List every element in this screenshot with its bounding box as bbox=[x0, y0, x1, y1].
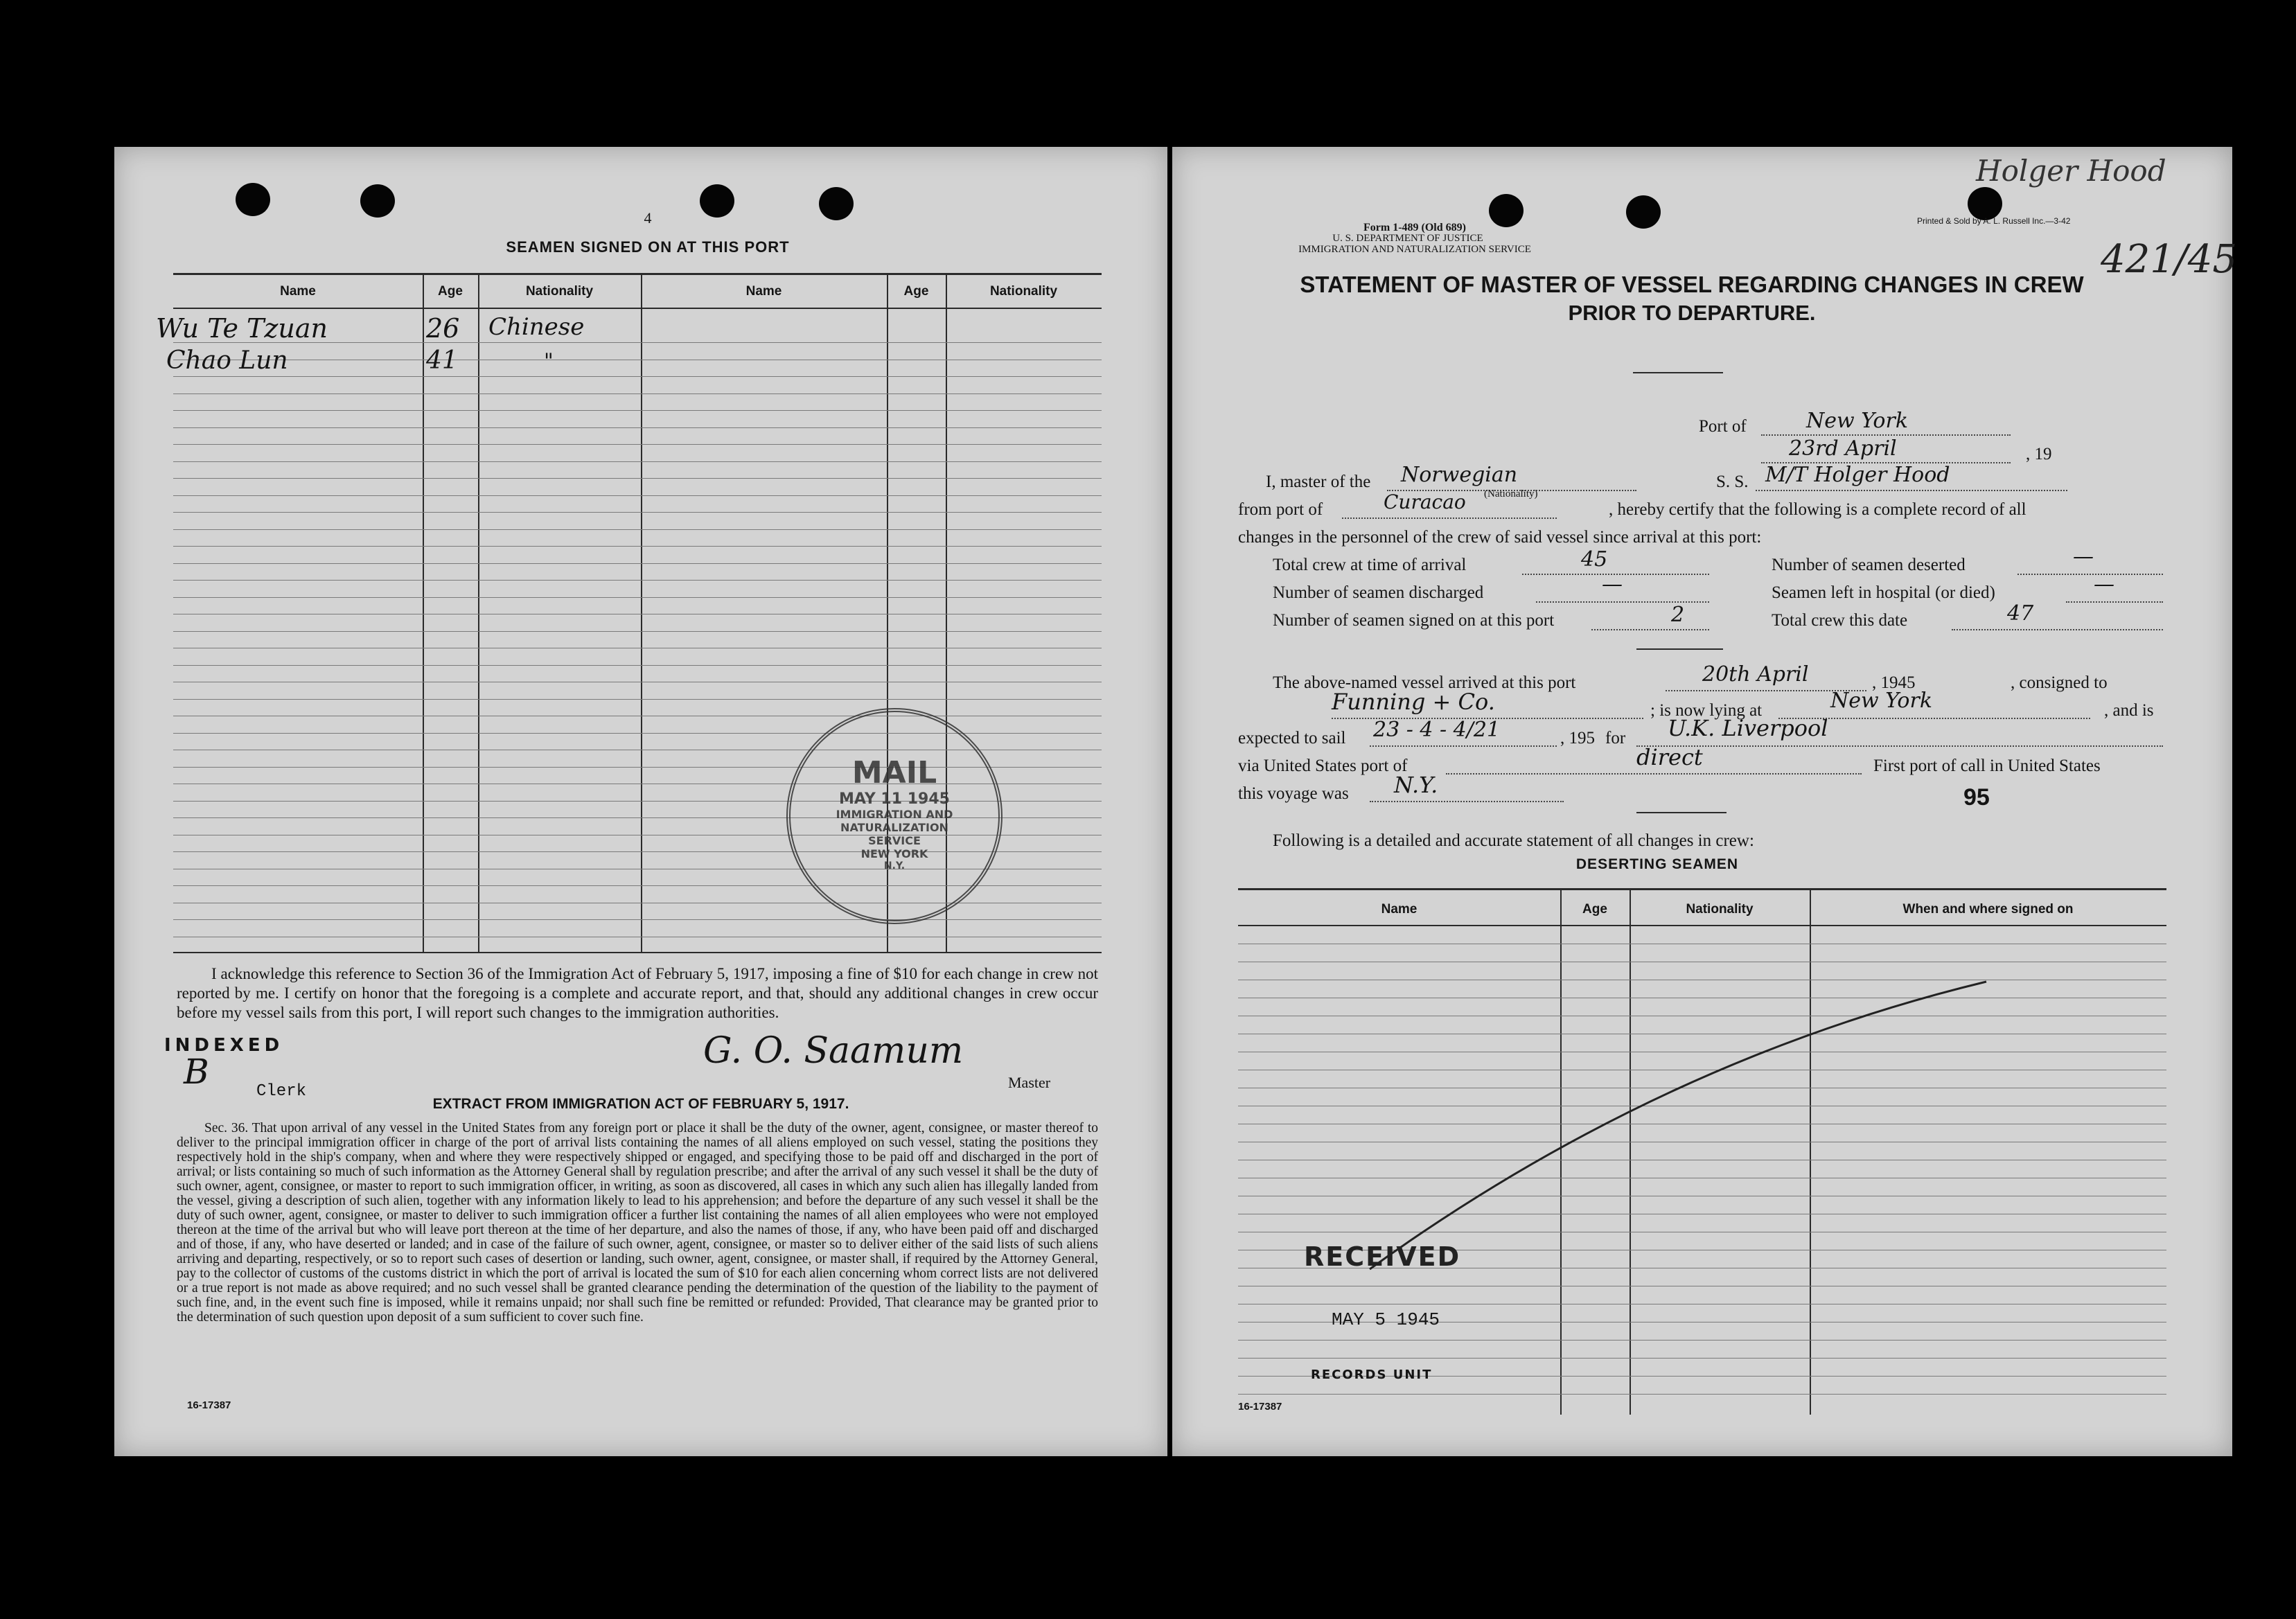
table-row bbox=[173, 529, 1102, 530]
stat-hospital-label: Seamen left in hospital (or died) bbox=[1772, 583, 1995, 602]
stat-total-crew-arrival-label: Total crew at time of arrival bbox=[1273, 556, 1467, 574]
clerk-initial: B bbox=[184, 1052, 209, 1092]
received-stamp: RECEIVED bbox=[1304, 1241, 1461, 1272]
stat-signed-on-value: 2 bbox=[1671, 603, 1685, 627]
master-label: Master bbox=[1008, 1074, 1051, 1091]
acknowledgement-paragraph: I acknowledge this reference to Section 36 of the Immigration Act of February 5, 1917, imposing a fine of $10 for each change in crew not reported by me. I certify on honor that the foregoing is a complete and accurate report, and that, should any additional changes in crew occur before my vessel sails from this port, I will report such changes to the immigration authorities. bbox=[177, 965, 1098, 1021]
col-header-when-where: When and where signed on bbox=[1902, 902, 2074, 917]
table-row bbox=[173, 393, 1102, 394]
stat-deserted-label: Number of seamen deserted bbox=[1772, 556, 1966, 574]
table-row bbox=[173, 563, 1102, 564]
arrived-year: , 1945 bbox=[1872, 673, 1916, 692]
col-header-nationality-2: Nationality bbox=[989, 284, 1058, 299]
col-header-age: Age bbox=[438, 284, 463, 299]
expected-year: , 195 bbox=[1560, 729, 1595, 747]
for-label: for bbox=[1605, 729, 1626, 747]
extract-title: EXTRACT FROM IMMIGRATION ACT OF FEBRUARY 5, 1917. bbox=[432, 1096, 849, 1112]
col-header-nationality: Nationality bbox=[525, 284, 594, 299]
nationality-value: Norwegian bbox=[1401, 463, 1518, 487]
page-number: 4 bbox=[644, 209, 652, 227]
form-code: 16-17387 bbox=[187, 1399, 231, 1411]
consigned-label: , consigned to bbox=[2011, 673, 2108, 692]
table-row bbox=[173, 665, 1102, 666]
form-code: 16-17387 bbox=[1238, 1401, 1282, 1413]
voyage-value: N.Y. bbox=[1394, 772, 1438, 798]
and-is-label: , and is bbox=[2104, 701, 2154, 720]
stat-total-crew-date-label: Total crew this date bbox=[1772, 611, 1908, 630]
master-of-label: I, master of the bbox=[1266, 472, 1371, 491]
service: IMMIGRATION AND NATURALIZATION SERVICE bbox=[1298, 244, 1531, 255]
mail-received-stamp: MAIL MAY 11 1945 IMMIGRATION AND NATURALIZATION SERVICE NEW YORK N.Y. bbox=[786, 708, 1003, 924]
from-port-label: from port of bbox=[1238, 500, 1323, 519]
first-call-label: First port of call in United States bbox=[1873, 757, 2101, 775]
master-signature: G. O. Saamum bbox=[703, 1030, 964, 1072]
nationality-caption: (Nationality) bbox=[1484, 488, 1538, 499]
stat-total-crew-arrival-value: 45 bbox=[1581, 547, 1608, 572]
date-value: 23rd April bbox=[1789, 436, 1897, 461]
table-row bbox=[173, 699, 1102, 700]
expected-value: 23 - 4 - 4/21 bbox=[1373, 718, 1501, 742]
expected-label: expected to sail bbox=[1238, 729, 1346, 747]
printer-credit: Printed & Sold by A. L. Russell Inc.—3-42 bbox=[1917, 216, 2071, 226]
col-header-name-2: Name bbox=[745, 284, 782, 299]
table-row bbox=[173, 580, 1102, 581]
table-row bbox=[173, 376, 1102, 377]
col-header-age: Age bbox=[1582, 902, 1607, 917]
port-label: Port of bbox=[1699, 417, 1747, 436]
certify-text: , hereby certify that the following is a complete record of all bbox=[1609, 500, 2026, 519]
punch-hole bbox=[360, 184, 395, 218]
table-row-2-name: Chao Lun bbox=[166, 346, 288, 375]
table-row bbox=[173, 631, 1102, 632]
stat-signed-on-label: Number of seamen signed on at this port bbox=[1273, 611, 1555, 630]
table-row-1-name: Wu Te Tzuan bbox=[156, 313, 328, 344]
table-row bbox=[173, 427, 1102, 428]
table-row-2-age: 41 bbox=[426, 346, 458, 375]
deserting-title: DESERTING SEAMEN bbox=[1575, 856, 1739, 872]
table-row bbox=[173, 478, 1102, 479]
table-row bbox=[173, 546, 1102, 547]
table-title: SEAMEN SIGNED ON AT THIS PORT bbox=[506, 238, 790, 256]
table-row bbox=[173, 597, 1102, 598]
ss-value: M/T Holger Hood bbox=[1765, 463, 1950, 487]
port-value: New York bbox=[1806, 409, 1908, 433]
for-value: U.K. Liverpool bbox=[1668, 715, 1828, 741]
arrived-label: The above-named vessel arrived at this port bbox=[1273, 673, 1576, 692]
lying-label: ; is now lying at bbox=[1650, 701, 1763, 720]
table-row-1-age: 26 bbox=[426, 313, 460, 344]
stat-discharged-value: — bbox=[1602, 572, 1623, 596]
col-header-age-2: Age bbox=[903, 284, 929, 299]
table-row bbox=[173, 410, 1102, 411]
handwritten-ship-name: Holger Hood bbox=[1976, 154, 2166, 188]
arrived-value: 20th April bbox=[1702, 662, 1809, 687]
following-text: Following is a detailed and accurate statement of all changes in crew: bbox=[1273, 831, 1754, 850]
indexed-stamp: INDEXED bbox=[164, 1035, 284, 1056]
punch-hole bbox=[236, 183, 270, 216]
table-row bbox=[173, 512, 1102, 513]
table-row bbox=[173, 919, 1102, 920]
table-row bbox=[173, 495, 1102, 496]
col-header-name: Name bbox=[1381, 902, 1418, 917]
form-number: Form 1-489 (Old 689) bbox=[1363, 222, 1466, 233]
from-port-value: Curacao bbox=[1384, 490, 1466, 513]
stat-deserted-value: — bbox=[2073, 545, 2094, 569]
form-title: STATEMENT OF MASTER OF VESSEL REGARDING CHANGES IN CREW bbox=[1300, 272, 2084, 297]
table-row bbox=[173, 444, 1102, 445]
certify-text-2: changes in the personnel of the crew of said vessel since arrival at this port: bbox=[1238, 528, 1762, 547]
handwritten-reference: 421/45 bbox=[2101, 237, 2238, 282]
stat-total-crew-date-value: 47 bbox=[2007, 601, 2034, 626]
via-value: direct bbox=[1636, 744, 1703, 770]
stat-hospital-value: — bbox=[2094, 572, 2114, 596]
table-row-1-nationality: Chinese bbox=[488, 313, 585, 341]
col-header-nationality: Nationality bbox=[1686, 902, 1754, 917]
table-row-2-nationality: " bbox=[544, 349, 554, 373]
table-row bbox=[173, 461, 1102, 462]
consignee-value: Funning + Co. bbox=[1332, 689, 1495, 715]
department: U. S. DEPARTMENT OF JUSTICE bbox=[1332, 233, 1483, 244]
via-label: via United States port of bbox=[1238, 757, 1408, 775]
extract-text: Sec. 36. That upon arrival of any vessel in the United States from any foreign port or place it shall be the duty of the owner, agent, consignee, or master thereof to deliver to the principal immigration officer in charge of the port of arrival lists containing the names of all aliens employed on such vessel, stating the positions they respectively hold in the ship's company, when and where they were respectively shipped or engaged, and specifying those to be paid off and discharged in the port of arrival; or lists containing so much of such information as the Attorney General shall by regulation prescribe; and after the arrival of any such vessel it shall be the duty of such owner, agent, consignee, or master to report to such immigration officer, in writing, as soon as discovered, all cases in which any such alien has illegally landed from the vessel, giving a description of such alien, together with any information likely to lead to his apprehension; and before the departure of any such vessel it shall be the duty of such owner, agent, consignee, or master to deliver to such immigration officer a further list containing the names of all alien employees who were not employed thereon at the time of the arrival but who will leave port thereon at the time of her departure, and also the names of those, if any, who have been paid off and discharged and of those, if any, who have deserted or landed; and in case of the failure of such owner, agent, consignee, or master so to deliver either of the said lists of such aliens arriving and departing, respectively, or so to report such cases of desertion or landing, such owner, agent, consignee, or master shall, if required by the Attorney General, pay to the collector of customs of the customs district in which the port of arrival is located the sum of $10 for each alien concerning whom correct lists are not delivered or a true report is not made as above required; and no such vessel shall be granted clearance pending the determination of the question of the liability to the payment of such fine, and, in the event such fine is imposed, while it remains unpaid; nor shall such fine be remitted or refunded: Provided, That clearance may be granted prior to the determination of such question upon deposit of a sum sufficient to cover such fine. bbox=[177, 1121, 1098, 1325]
punch-hole bbox=[700, 184, 734, 218]
lying-value: New York bbox=[1830, 689, 1932, 713]
form-subtitle: PRIOR TO DEPARTURE. bbox=[1568, 301, 1816, 325]
stat-discharged-label: Number of seamen discharged bbox=[1273, 583, 1484, 602]
voyage-label: this voyage was bbox=[1238, 784, 1349, 803]
punch-hole bbox=[819, 187, 854, 220]
right-page bbox=[1172, 147, 2238, 1456]
col-header-name: Name bbox=[280, 284, 316, 299]
code-95: 95 bbox=[1963, 784, 1990, 811]
date-year-prefix: , 19 bbox=[2026, 445, 2052, 463]
ss-label: S. S. bbox=[1716, 472, 1749, 491]
left-page bbox=[114, 147, 1167, 1456]
records-unit-stamp: RECORDS UNIT bbox=[1311, 1368, 1433, 1382]
clerk-label: Clerk bbox=[256, 1082, 307, 1101]
received-date: MAY 5 1945 bbox=[1332, 1309, 1440, 1330]
